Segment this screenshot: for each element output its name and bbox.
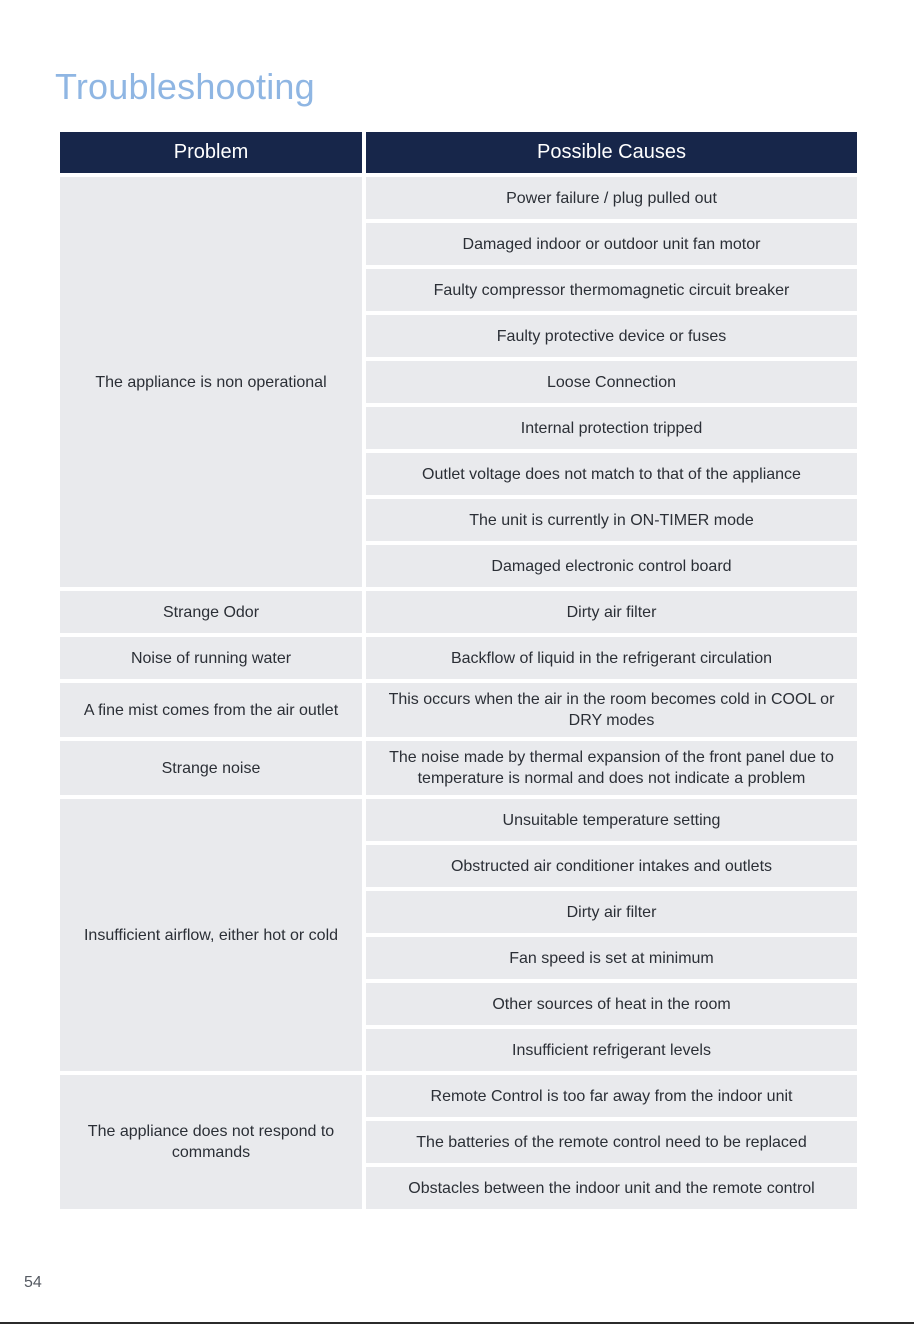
cause-cell: Dirty air filter [366, 891, 857, 933]
problem-cell: Strange noise [60, 741, 362, 795]
header-possible-causes: Possible Causes [366, 132, 857, 173]
cause-cell: The unit is currently in ON-TIMER mode [366, 499, 857, 541]
cause-cell: Insufficient refrigerant levels [366, 1029, 857, 1071]
cause-cell: Obstacles between the indoor unit and the remote control [366, 1167, 857, 1209]
cause-cell: Power failure / plug pulled out [366, 177, 857, 219]
table-row [60, 799, 857, 841]
cause-cell: Loose Connection [366, 361, 857, 403]
cause-cell: Backflow of liquid in the refrigerant circulation [366, 637, 857, 679]
cause-cell: Outlet voltage does not match to that of the appliance [366, 453, 857, 495]
table-header-row [60, 132, 857, 173]
problem-cell: The appliance is non operational [60, 177, 362, 587]
cause-cell: Faulty protective device or fuses [366, 315, 857, 357]
cause-cell: Obstructed air conditioner intakes and outlets [366, 845, 857, 887]
cause-cell: Damaged indoor or outdoor unit fan motor [366, 223, 857, 265]
page-number: 54 [24, 1274, 42, 1291]
troubleshooting-table [56, 128, 861, 1213]
cause-cell: Faulty compressor thermomagnetic circuit breaker [366, 269, 857, 311]
cause-cell: This occurs when the air in the room becomes cold in COOL or DRY modes [366, 683, 857, 737]
header-problem: Problem [60, 132, 362, 173]
cause-cell: Fan speed is set at minimum [366, 937, 857, 979]
problem-cell: Strange Odor [60, 591, 362, 633]
table-row [60, 1075, 857, 1117]
cause-cell: Damaged electronic control board [366, 545, 857, 587]
problem-cell: Insufficient airflow, either hot or cold [60, 799, 362, 1071]
table-row [60, 683, 857, 737]
page-title: Troubleshooting [55, 66, 315, 107]
cause-cell: Internal protection tripped [366, 407, 857, 449]
cause-cell: The batteries of the remote control need to be replaced [366, 1121, 857, 1163]
problem-cell: A fine mist comes from the air outlet [60, 683, 362, 737]
cause-cell: Remote Control is too far away from the indoor unit [366, 1075, 857, 1117]
table-row [60, 591, 857, 633]
table-row [60, 177, 857, 219]
problem-cell: Noise of running water [60, 637, 362, 679]
cause-cell: Unsuitable temperature setting [366, 799, 857, 841]
problem-cell: The appliance does not respond to commands [60, 1075, 362, 1209]
cause-cell: Other sources of heat in the room [366, 983, 857, 1025]
cause-cell: Dirty air filter [366, 591, 857, 633]
table-row [60, 637, 857, 679]
cause-cell: The noise made by thermal expansion of the front panel due to temperature is normal and does not indicate a problem [366, 741, 857, 795]
table-row [60, 741, 857, 795]
